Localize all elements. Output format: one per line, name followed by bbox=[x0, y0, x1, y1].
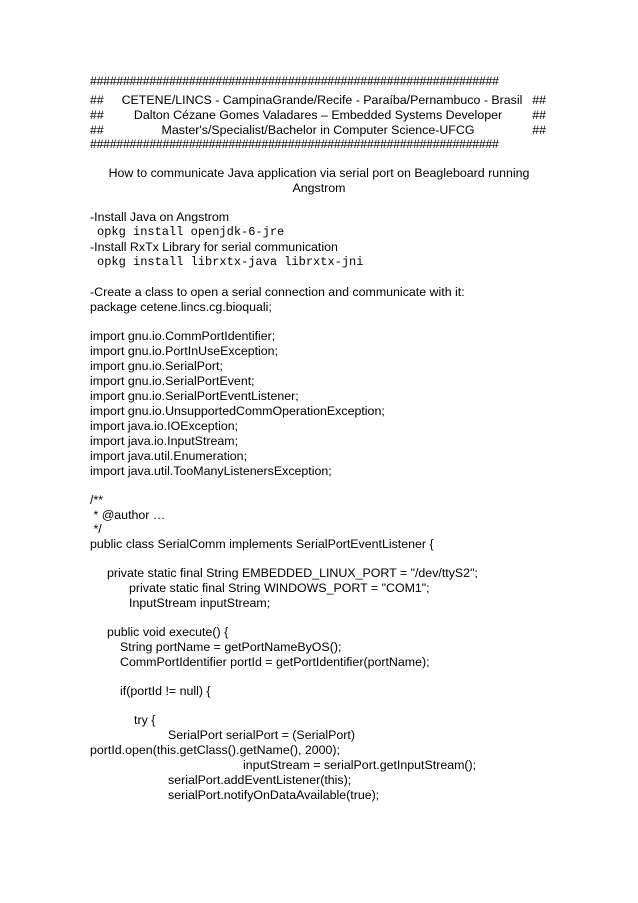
code-input-stream-assignment: inputStream = serialPort.getInputStream(); bbox=[243, 758, 477, 772]
header-organization-text: CETENE/LINCS - CampinaGrande/Recife - Paraíba/Pernambuco - Brasil bbox=[121, 93, 523, 107]
import-line: import gnu.io.SerialPort; bbox=[90, 359, 223, 373]
import-line: import gnu.io.SerialPortEventListener; bbox=[90, 389, 299, 403]
field-input-stream: InputStream inputStream; bbox=[129, 596, 271, 610]
document-title-line2: Angstrom bbox=[292, 181, 346, 195]
header-row-left-marker: ## bbox=[90, 108, 104, 122]
header-author-text: Dalton Cézane Gomes Valadares – Embedded Systems Developer bbox=[133, 108, 503, 122]
document-title-line1: How to communicate Java application via serial port on Beagleboard running bbox=[108, 166, 530, 180]
header-row-left-marker: ## bbox=[90, 93, 104, 107]
install-java-command: opkg install openjdk-6-jre bbox=[97, 225, 285, 239]
header-hash-line-top: ############################################################## bbox=[90, 74, 499, 88]
install-rxtx-label: -Install RxTx Library for serial communication bbox=[90, 240, 338, 254]
code-if-statement: if(portId != null) { bbox=[120, 684, 211, 698]
code-try-statement: try { bbox=[134, 713, 156, 727]
code-serial-port-declaration: SerialPort serialPort = (SerialPort) bbox=[168, 728, 355, 742]
code-port-identifier: CommPortIdentifier portId = getPortIdentifier(portName); bbox=[120, 655, 430, 669]
import-line: import gnu.io.SerialPortEvent; bbox=[90, 374, 255, 388]
install-java-label: -Install Java on Angstrom bbox=[90, 210, 230, 224]
import-line: import gnu.io.UnsupportedCommOperationException; bbox=[90, 404, 385, 418]
package-declaration: package cetene.lincs.cg.bioquali; bbox=[90, 300, 272, 314]
import-line: import java.util.Enumeration; bbox=[90, 449, 248, 463]
class-declaration: public class SerialComm implements SerialPortEventListener { bbox=[90, 537, 434, 551]
header-row-right-marker: ## bbox=[532, 93, 546, 107]
field-windows-port: private static final String WINDOWS_PORT = "COM1"; bbox=[129, 581, 430, 595]
field-embedded-linux-port: private static final String EMBEDDED_LINUX_PORT = "/dev/ttyS2"; bbox=[107, 566, 478, 580]
install-rxtx-command: opkg install librxtx-java librxtx-jni bbox=[97, 255, 364, 269]
import-line: import java.io.InputStream; bbox=[90, 434, 239, 448]
import-line: import gnu.io.PortInUseException; bbox=[90, 344, 279, 358]
create-class-instruction: -Create a class to open a serial connection and communicate with it: bbox=[90, 285, 465, 299]
import-line: import java.util.TooManyListenersException; bbox=[90, 464, 332, 478]
code-port-open: portId.open(this.getClass().getName(), 2000); bbox=[90, 743, 340, 757]
header-hash-line-bottom: ############################################################## bbox=[90, 137, 499, 151]
code-port-name: String portName = getPortNameByOS(); bbox=[120, 640, 342, 654]
header-row-left-marker: ## bbox=[90, 123, 104, 137]
javadoc-close: */ bbox=[90, 522, 102, 536]
header-row-right-marker: ## bbox=[532, 123, 546, 137]
javadoc-author: * @author … bbox=[90, 508, 166, 522]
code-notify-on-data-available: serialPort.notifyOnDataAvailable(true); bbox=[168, 788, 380, 802]
code-add-event-listener: serialPort.addEventListener(this); bbox=[168, 773, 352, 787]
javadoc-open: /** bbox=[90, 493, 104, 507]
import-line: import gnu.io.CommPortIdentifier; bbox=[90, 329, 276, 343]
header-row-right-marker: ## bbox=[532, 108, 546, 122]
header-degree-text: Master's/Specialist/Bachelor in Computer Science-UFCG bbox=[161, 123, 475, 137]
import-line: import java.io.IOException; bbox=[90, 419, 239, 433]
method-execute-declaration: public void execute() { bbox=[107, 625, 229, 639]
